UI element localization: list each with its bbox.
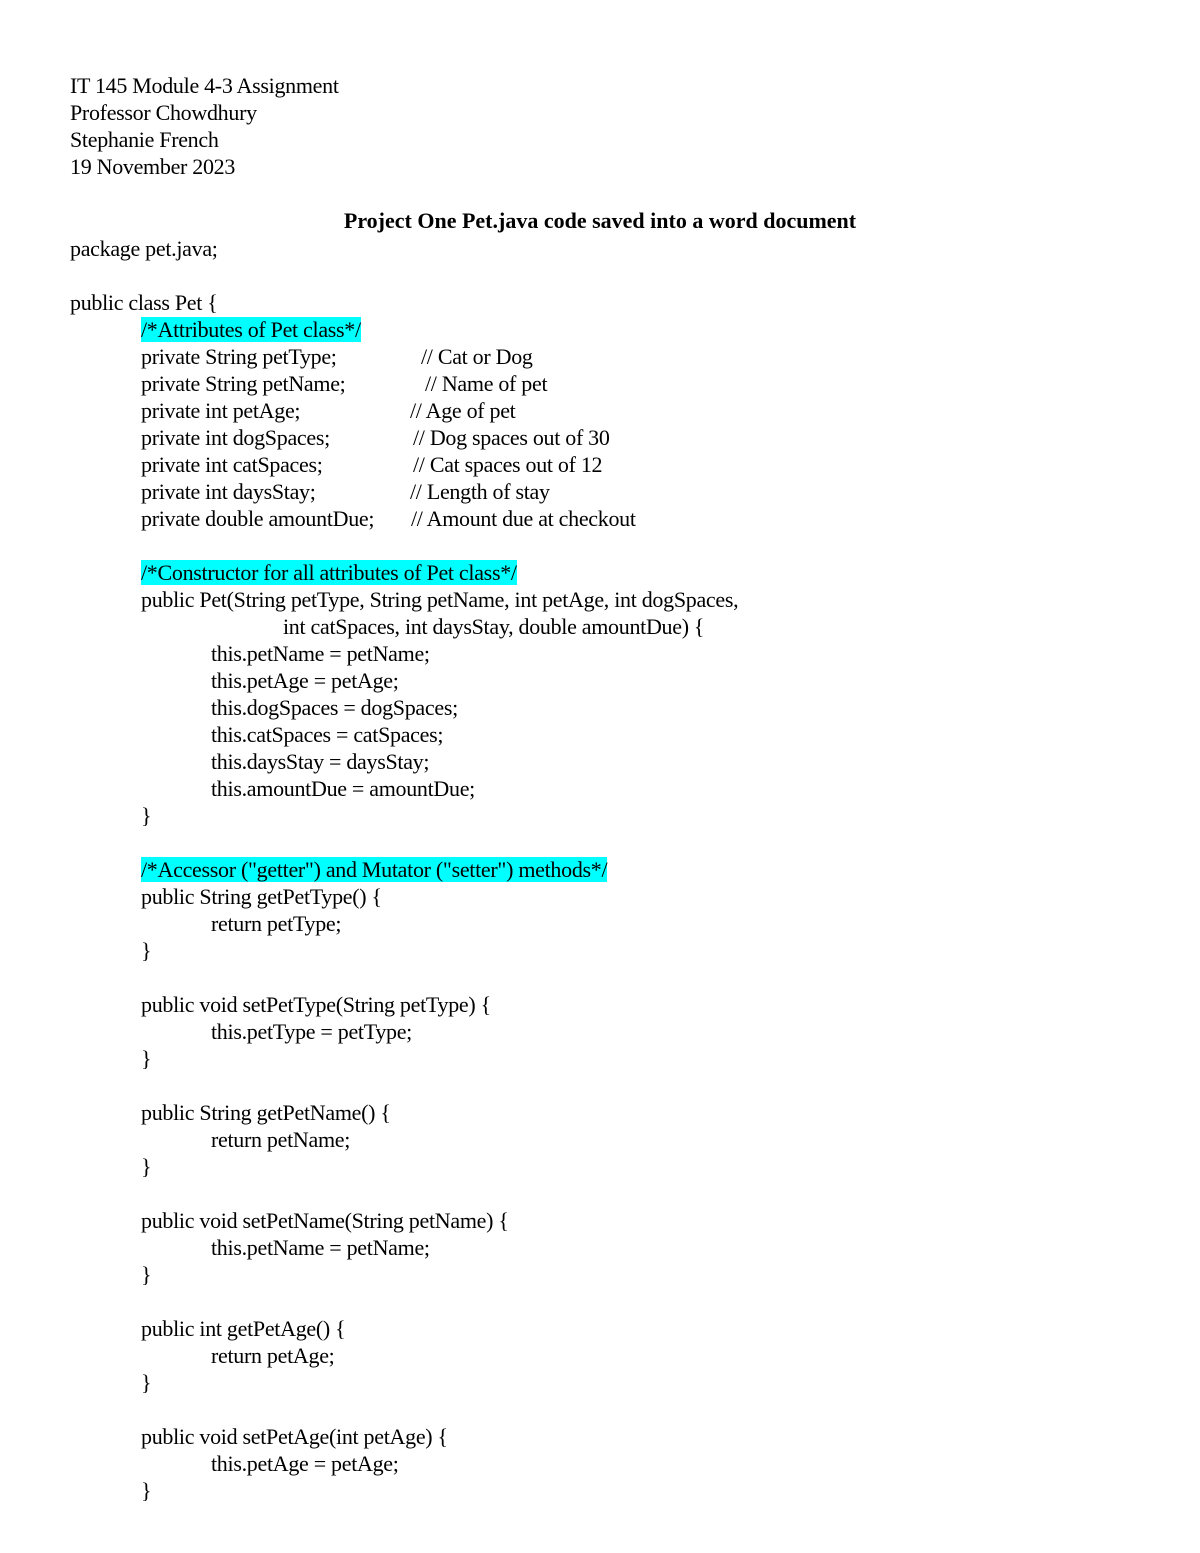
attribute-line <box>141 478 316 505</box>
attribute-decl: private int catSpaces; <box>141 452 323 477</box>
constructor-comment <box>141 559 517 586</box>
attribute-decl: private double amountDue; <box>141 506 375 531</box>
document-title: Project One Pet.java code saved into a word document <box>343 208 857 233</box>
closing-brace: } <box>141 1154 152 1179</box>
method-signature: public void setPetType(String petType) { <box>141 992 491 1017</box>
attribute-comment: // Length of stay <box>410 479 550 504</box>
attribute-line <box>141 505 374 532</box>
closing-brace: } <box>141 1046 152 1071</box>
attribute-line <box>141 424 330 451</box>
attributes-comment-highlight: /*Attributes of Pet class*/ <box>141 317 361 342</box>
method-body: this.petAge = petAge; <box>211 1451 399 1476</box>
accessors-comment-highlight: /*Accessor ("getter") and Mutator ("setter") methods*/ <box>141 857 608 882</box>
professor-line: Professor Chowdhury <box>70 100 257 125</box>
closing-brace: } <box>141 1478 152 1503</box>
constructor-comment-highlight: /*Constructor for all attributes of Pet class*/ <box>141 560 517 585</box>
accessors-comment <box>141 856 607 883</box>
attribute-line <box>141 370 346 397</box>
constructor-signature-continued: int catSpaces, int daysStay, double amountDue) { <box>283 614 705 639</box>
method-body: this.petName = petName; <box>211 1235 430 1260</box>
attribute-comment: // Amount due at checkout <box>411 506 636 531</box>
constructor-statement: this.daysStay = daysStay; <box>211 749 430 774</box>
attribute-comment: // Cat spaces out of 12 <box>413 452 603 477</box>
class-declaration: public class Pet { <box>70 290 218 315</box>
method-body: this.petType = petType; <box>211 1019 412 1044</box>
date-line: 19 November 2023 <box>70 154 236 179</box>
method-body: return petName; <box>211 1127 351 1152</box>
constructor-signature: public Pet(String petType, String petName, int petAge, int dogSpaces, <box>141 587 739 612</box>
method-signature: public void setPetName(String petName) { <box>141 1208 509 1233</box>
closing-brace: } <box>141 1370 152 1395</box>
closing-brace: } <box>141 1262 152 1287</box>
constructor-statement: this.catSpaces = catSpaces; <box>211 722 444 747</box>
method-signature: public int getPetAge() { <box>141 1316 346 1341</box>
attribute-line <box>141 451 323 478</box>
constructor-statement: this.amountDue = amountDue; <box>211 776 475 801</box>
attribute-comment: // Age of pet <box>410 398 516 423</box>
attribute-line <box>141 397 300 424</box>
course-line: IT 145 Module 4-3 Assignment <box>70 73 339 98</box>
method-signature: public String getPetType() { <box>141 884 382 909</box>
attribute-comment: // Name of pet <box>425 371 548 396</box>
attribute-decl: private String petType; <box>141 344 337 369</box>
attribute-comment: // Dog spaces out of 30 <box>413 425 610 450</box>
attribute-decl: private int dogSpaces; <box>141 425 330 450</box>
closing-brace: } <box>141 803 152 828</box>
attribute-line <box>141 343 337 370</box>
method-body: return petType; <box>211 911 342 936</box>
constructor-statement: this.dogSpaces = dogSpaces; <box>211 695 458 720</box>
attribute-comment: // Cat or Dog <box>421 344 533 369</box>
method-signature: public void setPetAge(int petAge) { <box>141 1424 448 1449</box>
attribute-decl: private int petAge; <box>141 398 301 423</box>
attribute-decl: private String petName; <box>141 371 346 396</box>
attributes-comment <box>141 316 361 343</box>
closing-brace: } <box>141 938 152 963</box>
author-line: Stephanie French <box>70 127 219 152</box>
constructor-statement: this.petName = petName; <box>211 641 430 666</box>
method-body: return petAge; <box>211 1343 335 1368</box>
method-signature: public String getPetName() { <box>141 1100 391 1125</box>
constructor-statement: this.petAge = petAge; <box>211 668 399 693</box>
package-line: package pet.java; <box>70 236 218 261</box>
attribute-decl: private int daysStay; <box>141 479 316 504</box>
